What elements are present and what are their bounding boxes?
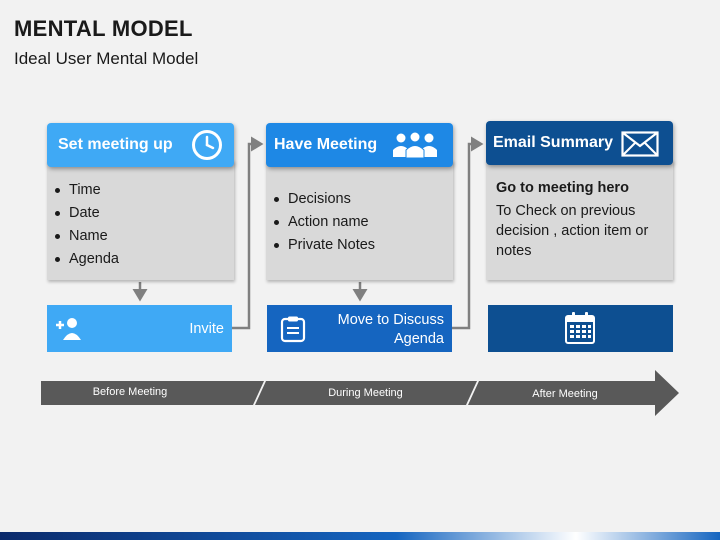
discuss-action[interactable] — [267, 305, 452, 352]
timeline-label-before: Before Meeting — [92, 386, 168, 398]
discuss-to-email-connector — [451, 144, 481, 328]
calendar-icon — [564, 311, 596, 345]
invite-action[interactable] — [47, 305, 232, 352]
slide-subtitle: Ideal User Mental Model — [14, 49, 199, 68]
card-text-line: notes — [496, 243, 532, 259]
calendar-action[interactable] — [488, 305, 673, 352]
group-icon — [391, 131, 439, 159]
stage-header-meeting — [266, 123, 453, 167]
clipboard-icon — [279, 315, 307, 343]
timeline-label-during: During Meeting — [328, 387, 403, 399]
card-heading: Go to meeting hero — [496, 180, 629, 196]
envelope-icon — [621, 131, 659, 157]
list-item: Private Notes — [288, 234, 453, 257]
list-item: Name — [69, 225, 234, 248]
stage-header-label: Have Meeting — [274, 136, 378, 153]
card-text-line: decision , action item or — [496, 223, 649, 239]
discuss-label-line2: Agenda — [394, 331, 444, 347]
stage-header-label: Set meeting up — [58, 136, 173, 153]
clock-icon — [191, 129, 223, 161]
discuss-label-line1: Move to Discuss — [337, 312, 444, 328]
list-item: Agenda — [69, 248, 234, 271]
invite-to-have-meeting-connector — [232, 144, 261, 328]
stage-card-meeting — [266, 160, 453, 280]
stage-header-label: Email Summary — [493, 134, 614, 151]
list-item: Action name — [288, 211, 453, 234]
add-user-icon — [53, 315, 83, 341]
list-item: Time — [69, 179, 234, 202]
timeline-label-after: After Meeting — [532, 388, 598, 400]
invite-label: Invite — [189, 321, 224, 337]
list-item: Decisions — [288, 188, 453, 211]
slide-title: MENTAL MODEL — [14, 16, 193, 41]
stage-header-setup — [47, 123, 234, 167]
card-text-line: To Check on previous — [496, 203, 636, 219]
stage-card-setup — [47, 160, 234, 280]
stage-card-summary — [486, 160, 673, 280]
list-item: Date — [69, 202, 234, 225]
stage-header-summary — [486, 121, 673, 165]
footer-accent-bar — [0, 532, 720, 540]
